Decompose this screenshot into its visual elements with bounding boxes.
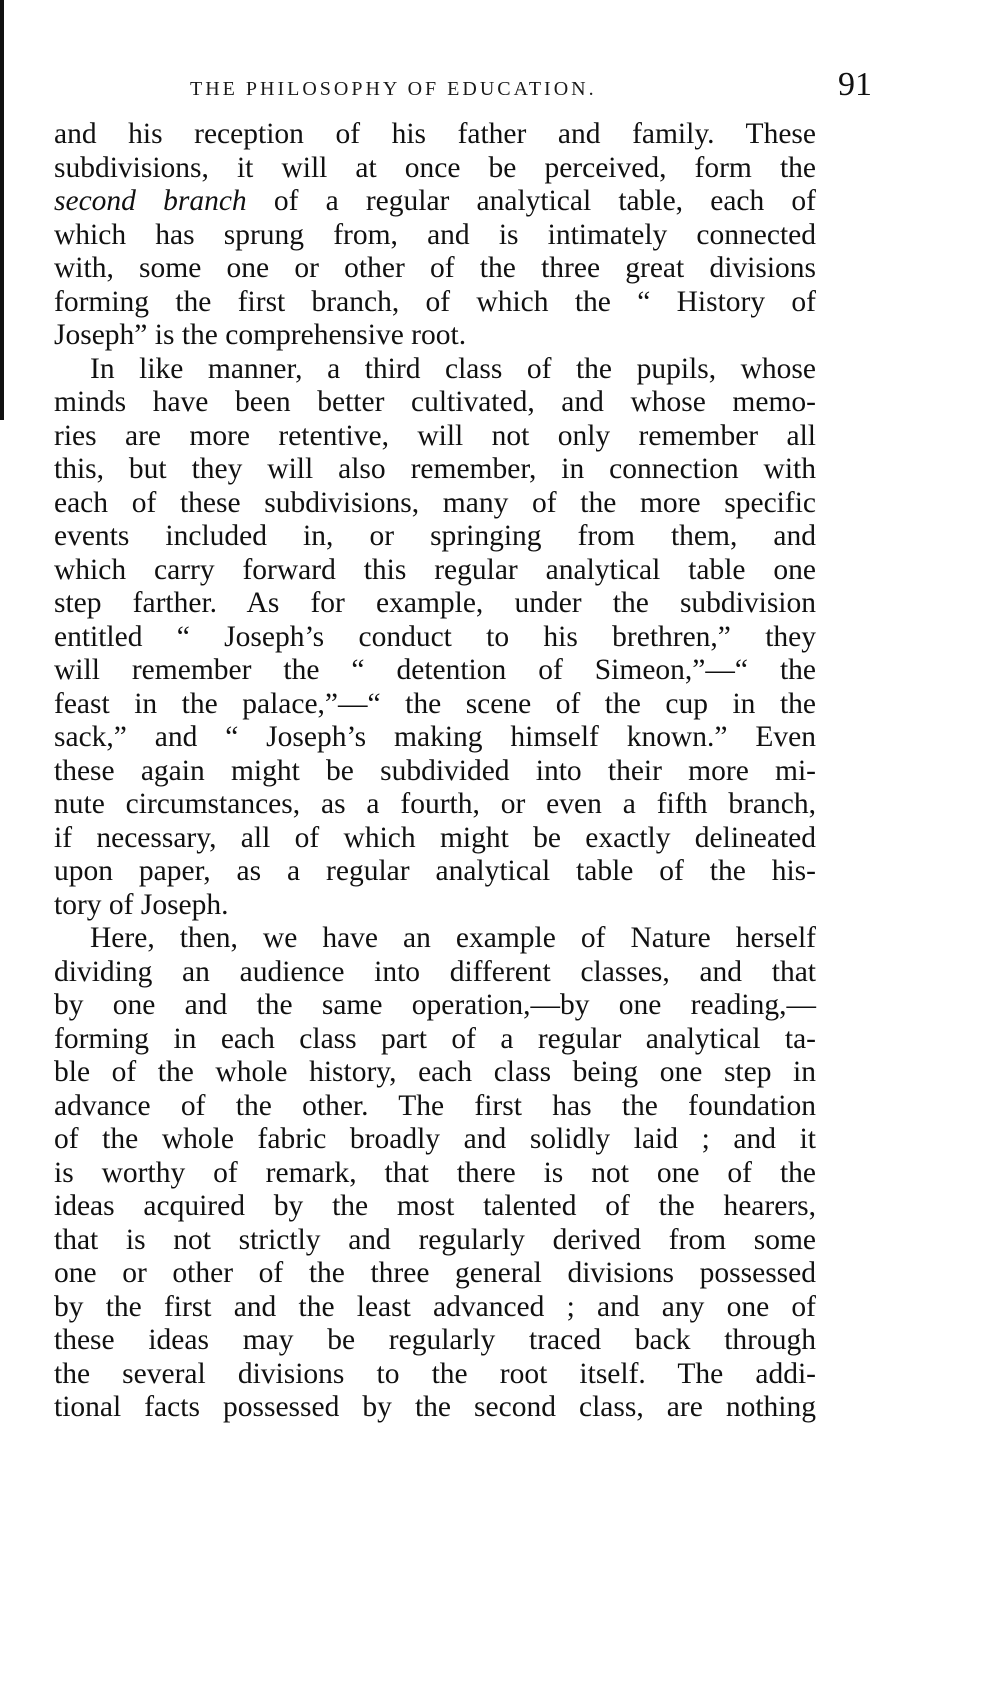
italic-phrase: second branch (54, 185, 247, 217)
text-line-with-italic (54, 185, 816, 219)
text-line: which has sprung from, and is intimately connected (54, 218, 816, 251)
text-line: is worthy of remark, that there is not one of the (54, 1156, 816, 1189)
text-line: one or other of the three general divisions possessed (54, 1257, 816, 1289)
page-number: 91 (838, 66, 872, 103)
text-line: subdivisions, it will at once be perceived, form the (54, 151, 816, 184)
text-line: the several divisions to the root itself. The addi- (54, 1357, 816, 1390)
text-line: these again might be subdivided into their more mi- (54, 754, 816, 787)
text-line: tory of Joseph. (54, 888, 229, 921)
text-line: this, but they will also remember, in connection with (54, 453, 816, 485)
text-line: by the first and the least advanced ; and any one of (54, 1290, 816, 1323)
text-line: ideas acquired by the most talented of the hearers, (54, 1190, 816, 1222)
text-line: In like manner, a third class of the pupils, whose (90, 352, 816, 385)
running-title: THE PHILOSOPHY OF EDUCATION. (190, 78, 597, 100)
running-head (0, 66, 1000, 106)
text-line: ble of the whole history, each class being one step in (54, 1056, 816, 1088)
binding-edge-shadow (0, 0, 4, 420)
body-text (54, 118, 816, 1425)
text-line: advance of the other. The first has the foundation (54, 1089, 816, 1122)
text-line: sack,” and “ Joseph’s making himself known.” Even (54, 721, 816, 753)
paragraph-2 (54, 353, 816, 923)
text-line: Joseph” is the comprehensive root. (54, 319, 467, 351)
text-line: events included in, or springing from them, and (54, 520, 816, 552)
paragraph-1 (54, 118, 816, 353)
text-line: with, some one or other of the three great divisions (54, 252, 816, 284)
text-line: these ideas may be regularly traced back through (54, 1324, 816, 1356)
text-line: each of these subdivisions, many of the more specific (54, 486, 816, 519)
text-line: Here, then, we have an example of Nature herself (90, 922, 816, 954)
text-line: nute circumstances, as a fourth, or even a fifth branch, (54, 788, 816, 820)
text-line: ries are more retentive, will not only remember all (54, 419, 816, 452)
text-run: of a regular analytical table, each of (246, 185, 816, 217)
text-line: that is not strictly and regularly derived from some (54, 1223, 816, 1256)
text-line: of the whole fabric broadly and solidly laid ; and it (54, 1123, 816, 1155)
text-line: entitled “ Joseph’s conduct to his brethren,” they (54, 620, 816, 653)
text-line: forming in each class part of a regular analytical ta- (54, 1022, 816, 1055)
text-line: feast in the palace,”—“ the scene of the cup in the (54, 687, 816, 720)
text-line: will remember the “ detention of Simeon,”—“ the (54, 654, 816, 686)
text-line: and his reception of his father and family. These (54, 118, 816, 150)
text-line: which carry forward this regular analytical table one (54, 553, 816, 586)
text-line: upon paper, as a regular analytical table of the his- (54, 855, 816, 887)
text-line: tional facts possessed by the second class, are nothing (54, 1391, 816, 1423)
text-line: by one and the same operation,—by one reading,— (54, 989, 816, 1021)
text-line: step farther. As for example, under the subdivision (54, 587, 816, 619)
paragraph-3 (54, 922, 816, 1425)
text-line: minds have been better cultivated, and whose memo- (54, 386, 816, 418)
text-line: dividing an audience into different classes, and that (54, 955, 816, 988)
text-line: forming the first branch, of which the “ History of (54, 285, 816, 318)
text-line: if necessary, all of which might be exactly delineated (54, 821, 816, 854)
